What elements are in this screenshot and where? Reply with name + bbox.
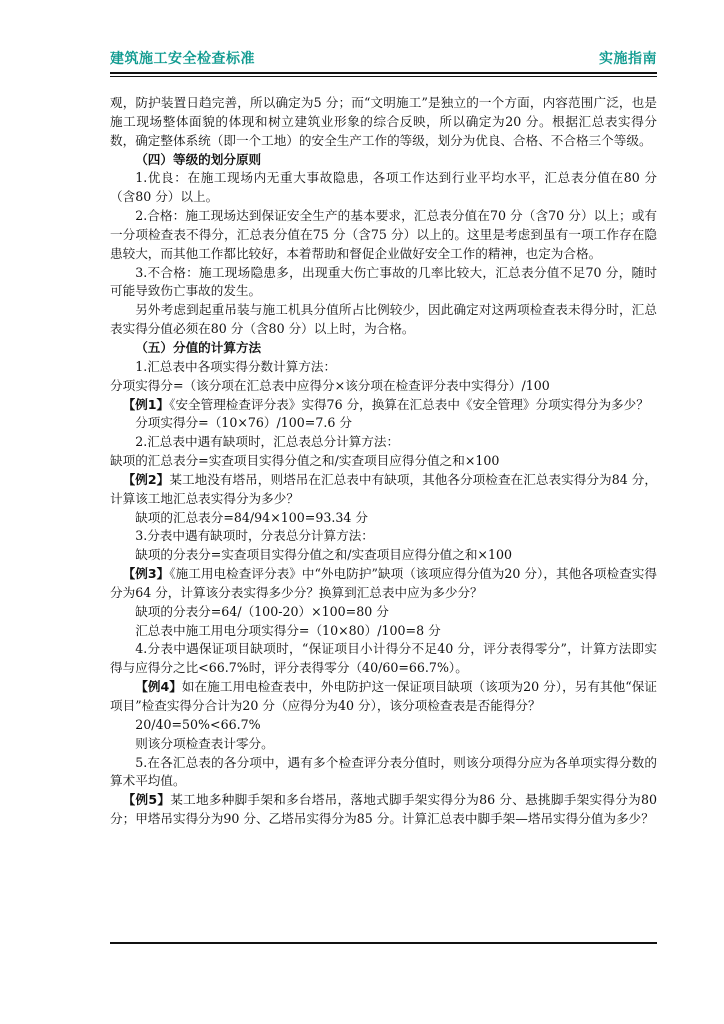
formula-line: 汇总表中施工用电分项实得分=（10×80）/100=8 分 (135, 622, 441, 638)
header-section-title: 实施指南 (599, 51, 657, 67)
example-label: 【例2】 (122, 471, 170, 487)
paragraph: 另外考虑到起重吊装与施工机具分值所占比例较少，因此确定对这两项检查表未得分时，汇总表实得分值必须在80 分（含80 分）以上时，为合格。 (110, 302, 657, 337)
example-label: 【例3】 (122, 566, 170, 582)
paragraph: 2.合格：施工现场达到保证安全生产的基本要求，汇总表分值在70 分（含70 分）以上；或有一分项检查表不得分，汇总表分值在75 分（含75 分）以上的。这里是考虑到虽有一项工作存在隐患较大，而其他工作都比较好，本着帮助和督促企业做好安全工作的精神，也定为合格。 (110, 208, 657, 261)
paragraph: 5.在各汇总表的各分项中，遇有多个检查评分表分值时，则该分项得分应为各单项实得分数的算术平均值。 (110, 754, 657, 789)
formula-line: 20/40=50%<66.7% (135, 716, 261, 732)
example-text: 某工地没有塔吊，则塔吊在汇总表中有缺项，其他各分项检查在汇总表实得分为84 分，计算该工地汇总表实得分为多少？ (110, 471, 658, 506)
example-label: 【例4】 (135, 679, 182, 695)
example-paragraph (110, 678, 657, 716)
section-heading: （五）分值的计算方法 (135, 339, 262, 355)
example-paragraph (110, 471, 657, 509)
example-text: 《安全管理检查评分表》实得76 分，换算在汇总表中《安全管理》分项实得分为多少？ (169, 396, 649, 412)
formula-line: 缺项的汇总表分=84/94×100=93.34 分 (135, 509, 368, 525)
paragraph: 2.汇总表中遇有缺项时，汇总表总分计算方法： (135, 434, 400, 450)
formula-line: 缺项的汇总表分=实查项目实得分值之和/实查项目应得分值之和×100 (110, 453, 500, 469)
formula-line: 缺项的分表分=64/（100-20）×100=80 分 (135, 603, 389, 619)
page-header (110, 48, 657, 70)
paragraph: 则该分项检查表计零分。 (135, 735, 274, 751)
formula-line: 分项实得分=（该分项在汇总表中应得分×该分项在检查评分表中实得分）/100 (110, 377, 550, 393)
paragraph: 观，防护装置日趋完善，所以确定为5 分；而“文明施工”是独立的一个方面，内容范围广泛，也是施工现场整体面貌的体现和树立建筑业形象的综合反映，所以确定为20 分。根据汇总表实得分数，确定整体系统（即一个工地）的安全生产工作的等级，划分为优良、合格、不合格三个等级。 (110, 95, 657, 148)
example-label: 【例1】 (122, 396, 170, 412)
example-text: 如在施工用电检查表中，外电防护这一保证项目缺项（该项为20 分），另有其他“保证项目”检查实得分合计为20 分（应得分为40 分），该分项检查表是否能得分？ (110, 679, 657, 713)
paragraph: 3.分表中遇有缺项时，分表总分计算方法： (135, 528, 374, 544)
paragraph: 4.分表中遇保证项目缺项时，“保证项目小计得分不足40 分，评分表得零分”，计算方法即实得与应得分之比<66.7%时，评分表得零分（40/60=66.7%）。 (110, 641, 657, 676)
example-paragraph (110, 791, 657, 829)
section-heading: （四）等级的划分原则 (135, 151, 262, 167)
header-rule (110, 72, 657, 74)
page-body (110, 94, 657, 829)
example-label: 【例5】 (122, 792, 171, 808)
paragraph: 3.不合格：施工现场隐患多，出现重大伤亡事故的几率比较大，汇总表分值不足70 分，随时可能导致伤亡事故的发生。 (110, 264, 657, 299)
example-paragraph (110, 565, 657, 603)
formula-line: 分项实得分=（10×76）/100=7.6 分 (135, 415, 352, 431)
footer-rule (110, 942, 657, 944)
paragraph: 1.汇总表中各项实得分数计算方法： (135, 358, 337, 374)
paragraph: 1.优良：在施工现场内无重大事故隐患，各项工作达到行业平均水平，汇总表分值在80 分（含80 分）以上。 (110, 170, 657, 205)
formula-line: 缺项的分表分=实查项目实得分值之和/实查项目应得分值之和×100 (135, 547, 513, 563)
header-document-title: 建筑施工安全检查标准 (110, 51, 255, 67)
example-text: 某工地多种脚手架和多台塔吊，落地式脚手架实得分为86 分、悬挑脚手架实得分为80 分；甲塔吊实得分为90 分、乙塔吊实得分为85 分。计算汇总表中脚手架—塔吊实得分值为多少？ (110, 792, 657, 827)
example-text: 《施工用电检查评分表》中“外电防护”缺项（该项应得分值为20 分），其他各项检查实得分为64 分，计算该分表实得多少分？换算到汇总表中应为多少分？ (110, 566, 658, 600)
header-rule-thin (110, 76, 657, 77)
example-paragraph (110, 396, 657, 415)
